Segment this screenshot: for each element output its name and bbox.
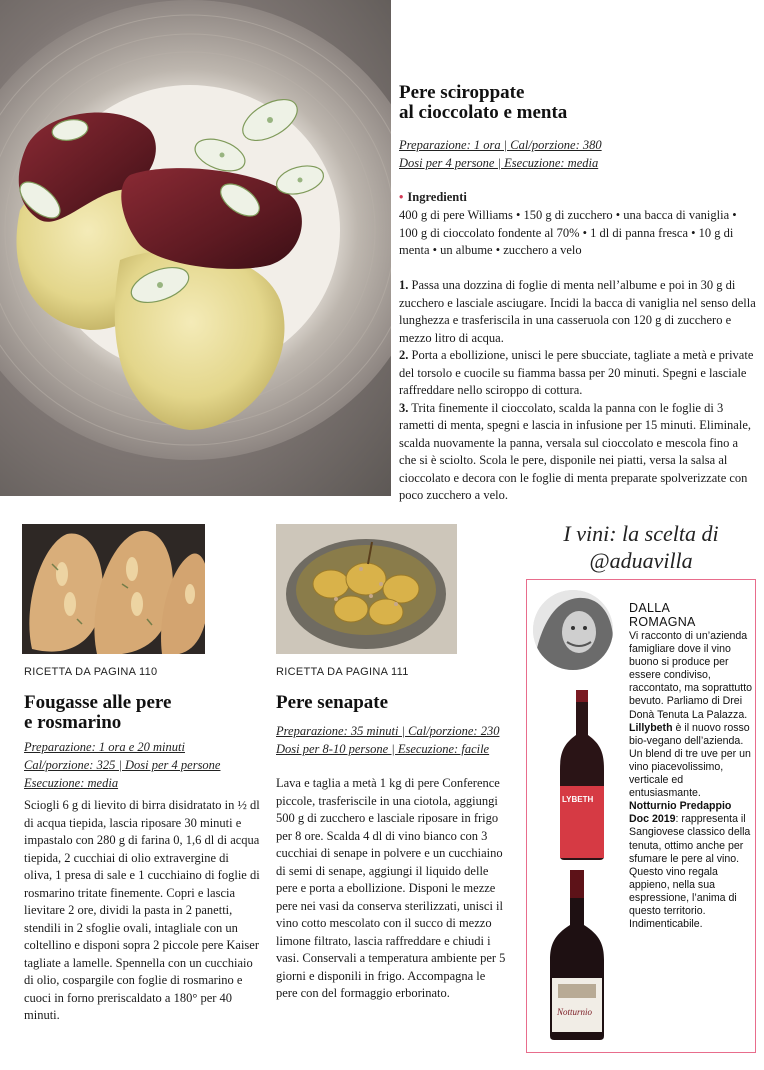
wine-text — [629, 630, 754, 931]
step-1-text: Passa una dozzina di foglie di menta nell’albume e poi in 30 g di zucchero e lasciale asciugare. Incidi la bacca di vaniglia nel senso della lunghezza e trasferiscila in una casseruola con 120 g di zucchero e mezzo litro di acqua. — [399, 278, 756, 345]
main-meta-line1: Preparazione: 1 ora | Cal/porzione: 380 — [399, 138, 602, 152]
step-2-text: Porta a ebollizione, unisci le pere sbucciate, tagliate a metà e private del torsolo e cuocile su fiamma bassa per 20 minuti. Spegni e lasciale raffreddare nello sciroppo di cottura. — [399, 348, 754, 397]
step-2 — [399, 347, 756, 400]
wine-heading-line1: DALLA — [629, 601, 671, 615]
fougasse-title-line1: Fougasse alle pere — [24, 692, 172, 713]
bottle2-label: Notturnio — [557, 1007, 593, 1017]
bottle-lillybeth — [558, 690, 606, 860]
fougasse-meta-line3: Esecuzione: media — [24, 776, 119, 790]
ingredients-heading — [399, 190, 467, 205]
wine-text-intro: Vi racconto di un’azienda famigliare dove il vino buono si produce per essere condiviso, raccontato, ma soprattutto bevuto. Parliamo di Drei Donà Tenuta La Palazza. — [629, 630, 753, 721]
ingredients-text: 400 g di pere Williams • 150 g di zucchero • una bacca di vaniglia • 100 g di cioccolato fondente al 70% • 1 dl di panna fresca • 10 g di menta • un albume • zucchero a velo — [399, 208, 737, 257]
vini-title — [526, 520, 756, 574]
step-3 — [399, 400, 756, 505]
senapate-meta-line2: Dosi per 8-10 persone | Esecuzione: facile — [276, 742, 490, 756]
main-recipe-meta — [399, 136, 739, 172]
main-title-line2: al cioccolato e menta — [399, 101, 568, 123]
main-recipe-title — [399, 83, 729, 123]
wine-heading-line2: ROMAGNA — [629, 615, 696, 629]
main-title-line1: Pere sciroppate — [399, 82, 525, 103]
senapate-body: Lava e taglia a metà 1 kg di pere Conference piccole, trasferiscile in una ciotola, aggiungi 500 g di zucchero e lasciale riposare in frigo per 8 ore. Scalda 4 dl di vino bianco con 3 cucchiai di senape in polvere e un cucchiaino di semi di senape, aggiungi il liquido delle pere e porta a ebollizione. Disponi le mezze pere nei vasi da conserva sterilizzati, unisci il vino cotto mescolato con il succo di mezzo limone filtrato, lascia raffreddare e chiudi i vasi. Conservali a temperatura ambiente per 5 giorni e disponili in frigo. Accompagna le pere con del formaggio erborinato. — [276, 776, 506, 1000]
senapate-meta — [276, 722, 516, 758]
wine1-name: Lillybeth — [629, 721, 673, 734]
vini-title-line1: I vini: la scelta di — [563, 521, 719, 546]
avatar — [533, 590, 613, 670]
wine2-name: Notturnio Predappio Doc 2019 — [629, 800, 732, 826]
fougasse-title-line2: e rosmarino — [24, 711, 122, 733]
step-2-number: 2. — [399, 348, 409, 362]
recipe-steps — [399, 277, 756, 505]
fougasse-meta-line2: Cal/porzione: 325 | Dosi per 4 persone — [24, 758, 221, 772]
senapate-title: Pere senapate — [276, 692, 389, 713]
senapate-meta-line1: Preparazione: 35 minuti | Cal/porzione: 230 — [276, 724, 500, 738]
fougasse-title — [24, 693, 254, 733]
fougasse-body: Sciogli 6 g di lievito di birra disidratato in ½ dl di acqua tiepida, lascia riposare 30 minuti e impastalo con 280 g di farina 0, 1,6 dl di acqua tiepida, 2 cucchiai di olio extravergine di oliva, 1 presa di sale e 1 cucchiaino di foglie di rosmarino tritate finemente. Copri e lascia lievitare 2 ore, dividi la pasta in 2 panetti, stendili in 2 sfoglie ovali, intagliale con un coltellino e disponi sopra 2 piccole pere Kaiser tagliate a lamelle. Spennella con un cucchiaio di olio, cospargile con foglie di rosmarino e cuoci in forno preriscaldato a 180° per 40 minuti. — [24, 798, 260, 1022]
bullet-icon: • — [399, 190, 404, 204]
wine1-description: è il nuovo rosso bio-vegano dell’azienda. Un blend di tre uve per un vino piacevolissimo, verticale ed entusiasmante. — [629, 721, 751, 800]
fougasse-meta — [24, 738, 264, 792]
bottle1-label: LYBETH — [562, 795, 594, 804]
step-3-text: Trita finemente il cioccolato, scalda la panna con le foglie di 3 rametti di menta, spegni e lascia in infusione per 15 minuti. Eliminale, scalda nuovamente la panna, versala sul cioccolato e mescola fino a che si è sciolto. Scola le pere, disponile nei piatti, versa la salsa al cioccolato e decora con le foglie di menta preparate spolverizzate con poco zucchero a velo. — [399, 400, 751, 502]
hero-photo-pere-cioccolato — [0, 0, 391, 496]
wine-heading — [629, 601, 739, 629]
step-1 — [399, 277, 756, 347]
senapate-page-ref: RICETTA DA PAGINA 111 — [276, 666, 409, 678]
main-meta-line2: Dosi per 4 persone | Esecuzione: media — [399, 156, 599, 170]
senapate-photo — [276, 524, 457, 654]
fougasse-photo — [22, 524, 205, 654]
bottle-notturnio — [548, 870, 606, 1040]
fougasse-page-ref: RICETTA DA PAGINA 110 — [24, 666, 158, 678]
wine2-description: : rappresenta il Sangiovese classico della tenuta, ottimo anche per sfumare le pere al vino. Questo vino regala appieno, nella sua espressione, l’anima di questo territorio. Indimenticabile. — [629, 813, 751, 931]
step-1-number: 1. — [399, 278, 409, 292]
step-3-number: 3. — [399, 400, 409, 415]
fougasse-meta-line1: Preparazione: 1 ora e 20 minuti — [24, 740, 185, 754]
ingredients-heading-text: Ingredienti — [407, 190, 467, 204]
vini-title-line2: @aduavilla — [589, 548, 693, 573]
